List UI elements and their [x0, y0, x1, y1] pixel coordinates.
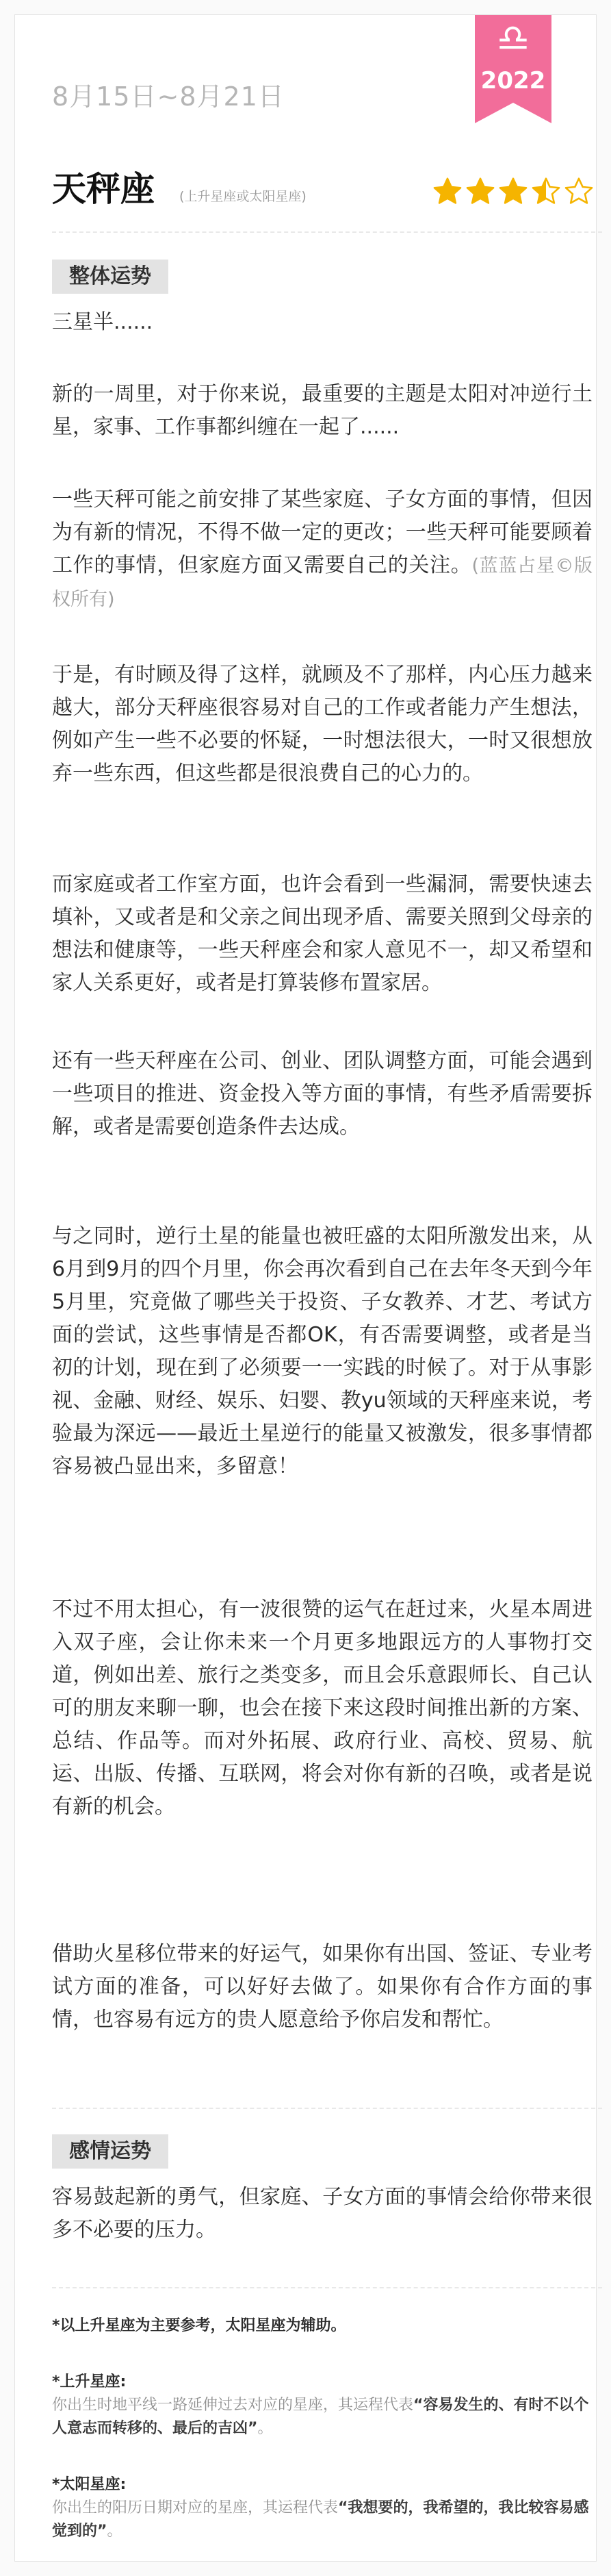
- rising-title: *上升星座:: [52, 2373, 127, 2390]
- star-full-icon: [465, 177, 495, 207]
- copyright-credit: (蓝蓝占星©版权所有): [52, 555, 593, 610]
- rising-body: 你出生时地平线一路延伸过去对应的星座，其运程代表: [52, 2397, 414, 2414]
- divider: [52, 2287, 602, 2288]
- rising-end: 。: [257, 2420, 273, 2437]
- badge-year: 2022: [480, 67, 546, 94]
- sign-title: 天秤座: [52, 169, 155, 209]
- paragraph-text: 一些天秤可能之前安排了某些家庭、子女方面的事情，但因为有新的情况，不得不做一定的更改；一些天秤可能要顾着工作的事情，但家庭方面又需要自己的关注。: [52, 488, 593, 577]
- overall-paragraph: 而家庭或者工作室方面，也许会看到一些漏洞，需要快速去填补，又或者是和父亲之间出现矛盾、需要关照到父母亲的想法和健康等，一些天秤座会和家人意见不一，却又希望和家人关系更好，或者是打算装修布置家居。: [52, 872, 593, 995]
- overall-paragraph: 三星半......: [52, 310, 153, 334]
- love-paragraph: 容易鼓起新的勇气，但家庭、子女方面的事情会给你带来很多不必要的压力。: [52, 2185, 593, 2242]
- overall-paragraph: 还有一些天秤座在公司、创业、团队调整方面，可能会遇到一些项目的推进、资金投入等方面的事情，有些矛盾需要拆解，或者是需要创造条件去达成。: [52, 1049, 593, 1139]
- love-section-tag: 感情运势: [52, 2134, 168, 2169]
- star-empty-icon: [564, 177, 594, 207]
- date-range: 8月15日~8月21日: [52, 81, 285, 112]
- overall-paragraph: 新的一周里，对于你来说，最重要的主题是太阳对冲逆行土星，家事、工作事都纠缠在一起了......: [52, 382, 593, 439]
- divider: [52, 2108, 602, 2109]
- overall-paragraph: 于是，有时顾及得了这样，就顾及不了那样，内心压力越来越大，部分天秤座很容易对自己的工作或者能力产生想法，例如产生一些不必要的怀疑，一时想法很大，一时又很想放弃一些东西，但这些都是很浪费自己的心力的。: [52, 663, 593, 785]
- note-main-text: *以上升星座为主要参考，太阳星座为辅助。: [52, 2317, 346, 2334]
- note-rising: [52, 2371, 593, 2440]
- overall-paragraph: 与之同时，逆行土星的能量也被旺盛的太阳所激发出来，从6月到9月的四个月里，你会再次看到自己在去年冬天到今年5月里，究竟做了哪些关于投资、子女教养、才艺、考试方面的尝试，这些事情是否都OK，有否需要调整，或者是当初的计划，现在到了必须要一一实践的时候了。对于从事影视、金融、财经、娱乐、妇婴、教yu领域的天秤座来说，考验最为深远——最近土星逆行的能量又被激发，很多事情都容易被凸显出来，多留意！: [52, 1224, 593, 1478]
- rising-quote: “容易发生的、有时不以个人意志而转移的、最后的吉凶”: [52, 2397, 589, 2437]
- note-sun: [52, 2473, 593, 2543]
- year-badge: [475, 15, 551, 123]
- libra-icon: ♎: [496, 16, 530, 60]
- overall-paragraph: 借助火星移位带来的好运气，如果你有出国、签证、专业考试方面的准备，可以好好去做了。如果你有合作方面的事情，也容易有远方的贵人愿意给予你启发和帮忙。: [52, 1942, 593, 2032]
- rating-stars: [432, 177, 594, 207]
- note-main: [52, 2314, 593, 2338]
- overall-paragraph: [52, 483, 593, 616]
- sun-quote: “我想要的，我希望的，我比较容易感觉到的”: [52, 2499, 589, 2540]
- overall-section-tag: 整体运势: [52, 260, 168, 294]
- sun-end: 。: [107, 2523, 122, 2540]
- star-full-icon: [498, 177, 528, 207]
- sign-subtitle: (上升星座或太阳星座): [179, 189, 307, 204]
- sun-body: 你出生的阳历日期对应的星座，其运程代表: [52, 2499, 339, 2516]
- star-half-icon: [531, 177, 561, 207]
- overall-paragraph: 不过不用太担心，有一波很赞的运气在赶过来，火星本周进入双子座，会让你未来一个月更多地跟远方的人事物打交道，例如出差、旅行之类变多，而且会乐意跟师长、自己认可的朋友来聊一聊，也会在接下来这段时间推出新的方案、总结、作品等。而对外拓展、政府行业、高校、贸易、航运、出版、传播、互联网，将会对你有新的召唤，或者是说有新的机会。: [52, 1598, 593, 1819]
- horoscope-card: [14, 14, 597, 2562]
- star-full-icon: [432, 177, 463, 207]
- divider: [52, 231, 602, 233]
- sun-title: *太阳星座:: [52, 2476, 127, 2493]
